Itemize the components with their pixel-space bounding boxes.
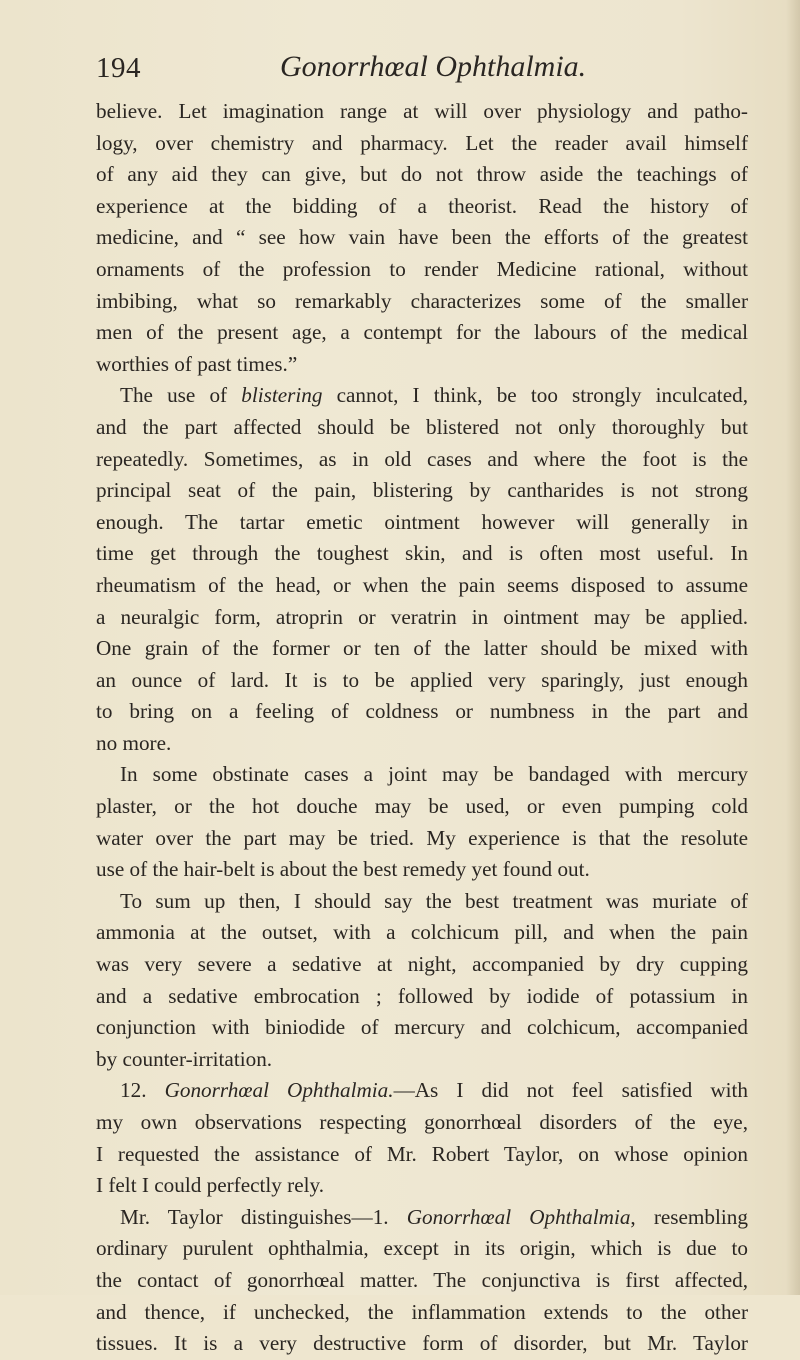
text-line: plaster, or the hot douche may be used, or even pumping cold — [96, 794, 748, 819]
text-line: ordinary purulent ophthalmia, except in its origin, which is due to — [96, 1236, 748, 1261]
text-line: and thence, if unchecked, the inflammation extends to the other — [96, 1299, 748, 1324]
page-number: 194 — [96, 52, 141, 84]
italic-term: blistering — [241, 383, 323, 408]
text-line: enough. The tartar emetic ointment however will generally in — [96, 509, 748, 534]
text-line: In some obstinate cases a joint may be bandaged with mercury — [120, 762, 748, 787]
text-line: logy, over chemistry and pharmacy. Let the reader avail himself — [96, 130, 748, 155]
text-line: I requested the assistance of Mr. Robert Taylor, on whose opinion — [96, 1141, 748, 1166]
text-line: To sum up then, I should say the best treatment was muriate of — [120, 888, 748, 913]
text-line: and a sedative embrocation ; followed by iodide of potassium in — [96, 983, 748, 1008]
page-header — [96, 46, 756, 92]
italic-term: Gonorrhœal Ophthalmia — [406, 1204, 631, 1229]
text-line: principal seat of the pain, blistering by cantharides is not strong — [96, 478, 748, 503]
line-text: cannot, I think, be too strongly inculcated, — [322, 383, 748, 408]
text-line: no more. — [96, 730, 172, 755]
text-line: believe. Let imagination range at will over physiology and patho- — [96, 99, 748, 123]
text-line: I felt I could perfectly rely. — [96, 1173, 325, 1198]
body-text — [96, 96, 748, 1360]
line-text: The use of — [120, 383, 242, 408]
text-line: ornaments of the profession to render Medicine rational, without — [96, 256, 748, 281]
text-line: men of the present age, a contempt for the labours of the medical — [96, 320, 748, 345]
line-text: , resembling — [630, 1204, 748, 1229]
section-title: Gonorrhœal Ophthalmia. — [164, 1078, 394, 1103]
text-line: was very severe a sedative at night, accompanied by dry cupping — [96, 952, 748, 977]
text-line: worthies of past times.” — [96, 351, 298, 376]
text-line: time get through the toughest skin, and is often most useful. In — [96, 541, 748, 566]
text-line: repeatedly. Sometimes, as in old cases and where the foot is the — [96, 446, 748, 471]
text-line: medicine, and “ see how vain have been the efforts of the greatest — [96, 225, 748, 250]
text-line — [96, 1202, 748, 1234]
text-line: use of the hair-belt is about the best remedy yet found out. — [96, 857, 590, 882]
line-text: —As I did not feel satisfied with — [393, 1078, 748, 1103]
line-text: Mr. Taylor distinguishes—1. — [120, 1204, 407, 1229]
text-line: by counter-irritation. — [96, 1046, 273, 1071]
text-line — [96, 380, 748, 412]
text-line: my own observations respecting gonorrhœal disorders of the eye, — [96, 1110, 748, 1134]
text-line: of any aid they can give, but do not throw aside the teachings of — [96, 162, 748, 187]
text-line: experience at the bidding of a theorist. Read the history of — [96, 193, 748, 218]
section-number: 12. — [120, 1078, 165, 1103]
text-line: the contact of gonorrhœal matter. The conjunctiva is first affected, — [96, 1267, 748, 1292]
text-line: rheumatism of the head, or when the pain seems disposed to assume — [96, 572, 748, 597]
text-line: an ounce of lard. It is to be applied very sparingly, just enough — [96, 667, 748, 692]
text-line: and the part affected should be blistered not only thoroughly but — [96, 414, 748, 439]
text-line: ammonia at the outset, with a colchicum pill, and when the pain — [96, 920, 748, 945]
page-edge-shadow — [786, 0, 800, 1295]
section-heading-line — [96, 1075, 748, 1107]
text-line: tissues. It is a very destructive form of disorder, but Mr. Taylor — [96, 1331, 748, 1356]
text-line: One grain of the former or ten of the latter should be mixed with — [96, 636, 748, 661]
text-line: water over the part may be tried. My experience is that the resolute — [96, 825, 748, 850]
text-line: imbibing, what so remarkably characterizes some of the smaller — [96, 288, 748, 313]
running-head: Gonorrhœal Ophthalmia. — [280, 50, 587, 83]
text-line: a neuralgic form, atroprin or veratrin in ointment may be applied. — [96, 604, 748, 629]
text-line: to bring on a feeling of coldness or numbness in the part and — [96, 699, 748, 724]
text-line: conjunction with biniodide of mercury and colchicum, accompanied — [96, 1015, 748, 1040]
